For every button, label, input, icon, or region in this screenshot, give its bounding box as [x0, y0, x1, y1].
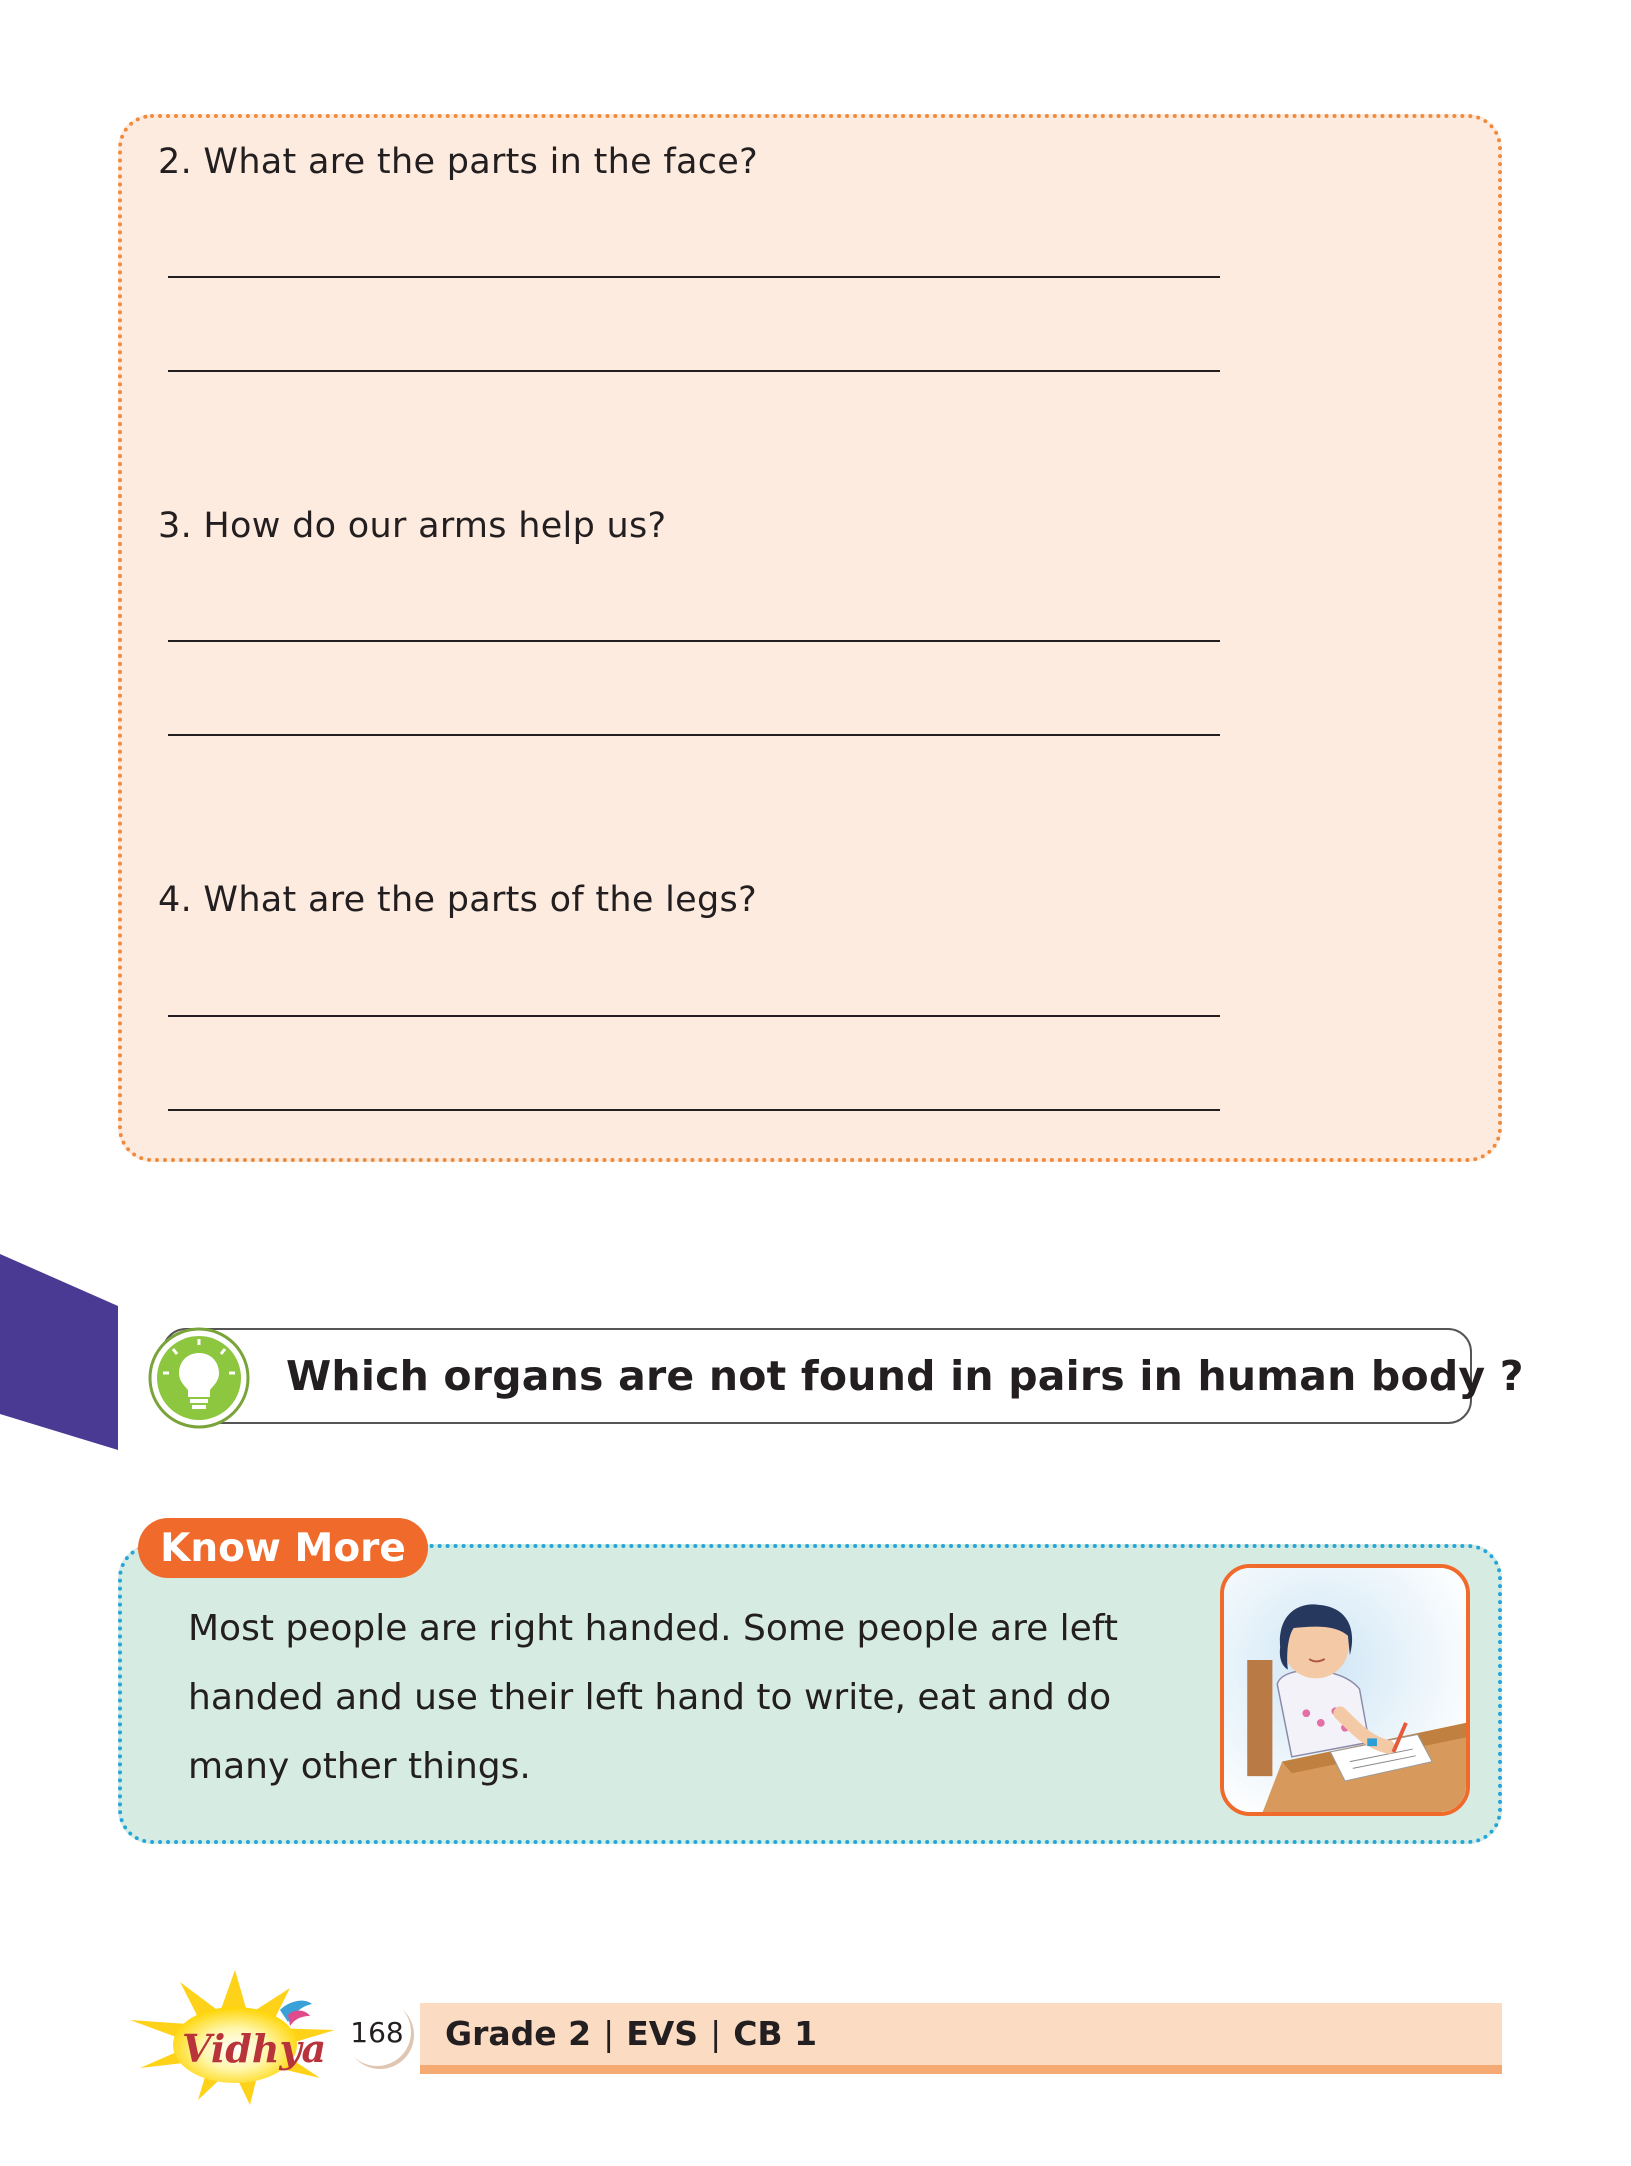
side-tab-decoration: [0, 1254, 118, 1450]
girl-writing-illustration: [1220, 1564, 1470, 1816]
answer-line[interactable]: [168, 370, 1220, 372]
footer-grade: Grade 2: [445, 2014, 592, 2053]
answer-line[interactable]: [168, 734, 1220, 736]
lightbulb-icon: [148, 1327, 250, 1429]
page-number: 168: [343, 1998, 411, 2066]
know-more-title: Know More: [138, 1518, 428, 1578]
logo-text: Vidhya: [182, 2026, 327, 2071]
question-3: 3. How do our arms help us?: [158, 506, 667, 546]
answer-line[interactable]: [168, 1109, 1220, 1111]
know-more-text: Most people are right handed. Some people are left handed and use their left hand to write, eat and do many other things.: [188, 1608, 1118, 1787]
answer-line[interactable]: [168, 640, 1220, 642]
vidhya-logo: [120, 1960, 350, 2110]
footer-subject: EVS: [626, 2014, 699, 2053]
question-box: [118, 114, 1502, 1162]
footer-separator: |: [603, 2014, 615, 2053]
hint-question: Which organs are not found in pairs in human body ?: [286, 1352, 1524, 1400]
answer-line[interactable]: [168, 276, 1220, 278]
footer-book: CB 1: [733, 2014, 818, 2053]
footer-separator: |: [710, 2014, 722, 2053]
answer-line[interactable]: [168, 1015, 1220, 1017]
question-4: 4. What are the parts of the legs?: [158, 880, 757, 920]
question-2: 2. What are the parts in the face?: [158, 142, 758, 182]
footer-label: [445, 2014, 817, 2053]
footer-underline: [420, 2065, 1502, 2074]
